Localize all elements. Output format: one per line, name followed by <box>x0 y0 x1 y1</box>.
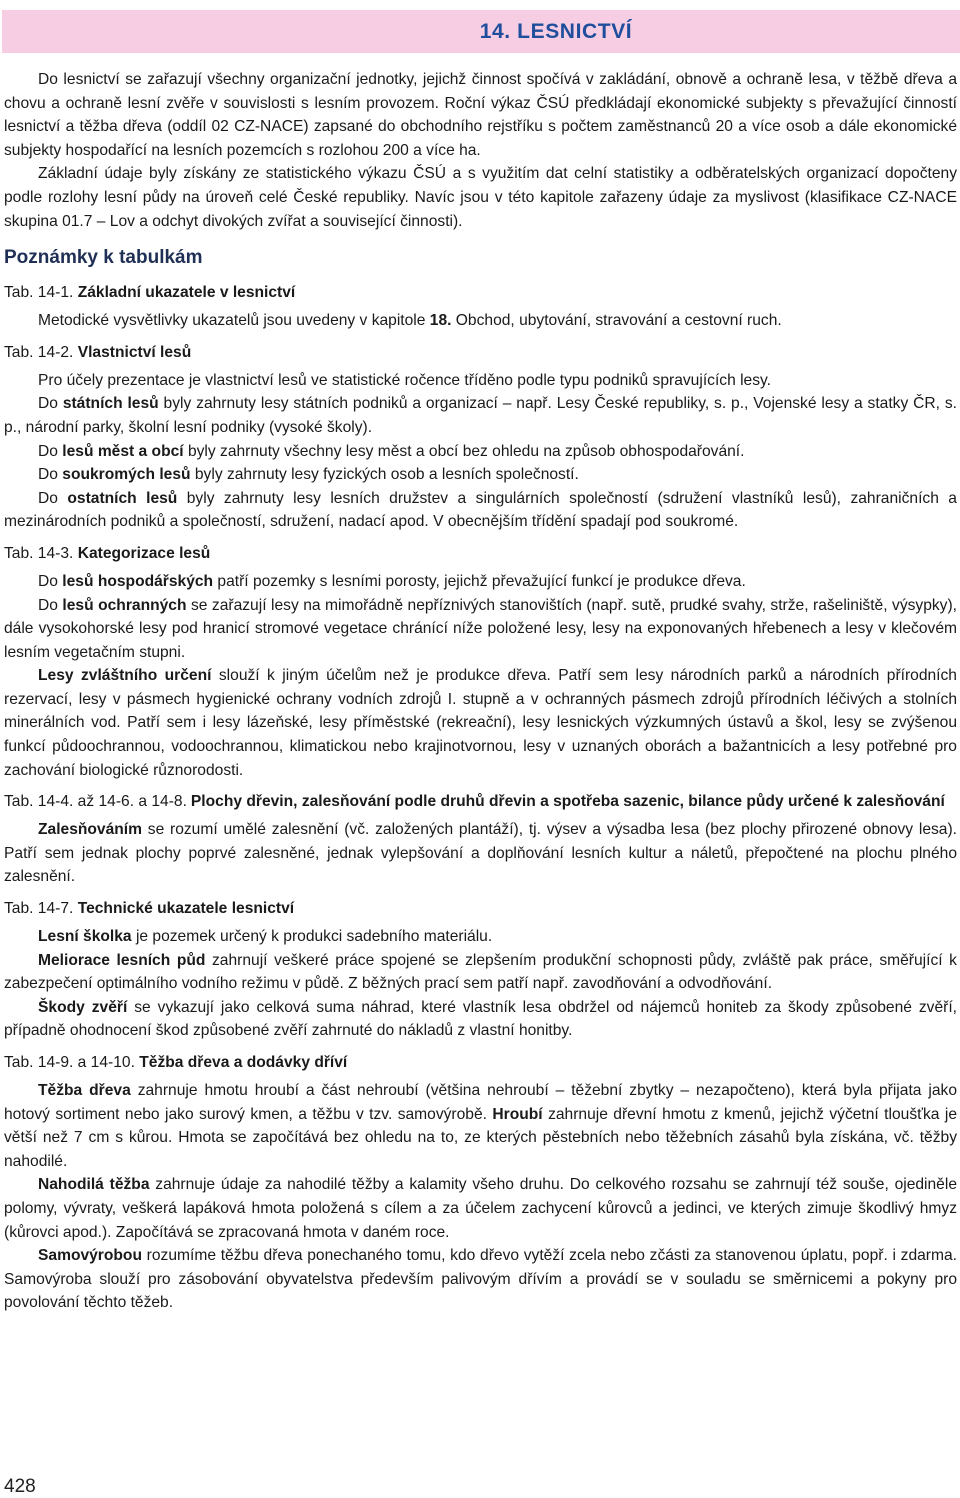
table-note-heading <box>4 341 957 365</box>
table-title: Technické ukazatele lesnictví <box>77 900 295 918</box>
note-paragraph: Pro účely prezentace je vlastnictví lesů ve statistické ročence tříděno podle typu podniků spravujících lesy. <box>38 371 771 389</box>
table-label: Tab. 14-4. až 14-6. a 14-8. <box>4 793 187 811</box>
table-label: Tab. 14-2. <box>4 343 74 361</box>
page-number: 428 <box>4 1476 36 1497</box>
table-title: Základní ukazatele v lesnictví <box>77 284 296 302</box>
note-paragraph: Do lesů ochranných se zařazují lesy na mimořádně nepříznivých stanovištích (např. sutě, prudké svahy, strže, rašeliniště, výsypky), dále vysokohorské lesy pod hranicí stromové vegetace chránící níže položené lesy, lesy na exponovaných hřebenech a lesy v klečovém lesním vegetačním stupni. <box>4 596 957 661</box>
note-paragraph: Do lesů hospodářských patří pozemky s lesními porosty, jejichž převažující funkcí je produkce dřeva. <box>38 572 746 590</box>
page-content <box>4 68 957 1315</box>
note-paragraph: Samovýrobou rozumíme těžbu dřeva ponechaného tomu, kdo dřevo vytěží zcela nebo zčásti za stanovenou úplatu, popř. i zdarma. Samovýroba slouží pro zásobování obyvatelstva především palivovým dřívím a provádí se v souladu se směrnicemi a pokyny pro povolování těchto těžeb. <box>4 1247 957 1312</box>
note-paragraph: Nahodilá těžba zahrnuje údaje za nahodilé těžby a kalamity všeho druhu. Do celkového rozsahu se zahrnují též souše, ojediněle polomy, vývraty, veškerá lapáková hmota položená s cílem a za účelem zachycení kůrovců a jedinci, ve kterých zimuje škodlivý hmyz (kůrovci apod.). Započítává se zpracovaná hmota v daném roce. <box>4 1176 957 1241</box>
table-note-heading <box>4 897 957 921</box>
note-paragraph: Lesy zvláštního určení slouží k jiným účelům než je produkce dřeva. Patří sem lesy národních parků a národních přírodních rezervací, lesy v pásmech hygienické ochrany vodních zdrojů I. stupně a v ochranných pásmech zdrojů přírodních léčivých a stolních minerálních vod. Patří sem i lesy lázeňské, lesy příměstské (rekreační), lesy lesnických výzkumných ústavů a škol, lesy se zvýšenou funkcí půdoochrannou, vodoochrannou, klimatickou nebo krajinotvornou, lesy v uznaných oborách a bažantnicích a lesy potřebné pro zachování biologické různorodosti. <box>4 667 957 779</box>
note-paragraph: Meliorace lesních půd zahrnují veškeré práce spojené se zlepšením produkční schopnosti půdy, zvláště pak práce, směřující k zabezpečení optimálního vodního režimu v půdě. Z běžných prací sem patří např. zavodňování a odvodňování. <box>4 951 957 993</box>
table-note-heading <box>4 790 957 814</box>
note-paragraph: Metodické vysvětlivky ukazatelů jsou uvedeny v kapitole 18. Obchod, ubytování, stravování a cestovní ruch. <box>38 312 782 330</box>
note-paragraph: Těžba dřeva zahrnuje hmotu hroubí a část nehroubí (většina nehroubí – těžební zbytky – nezapočteno), která byla přijata jako hotový sortiment nebo jako surový kmen, a těžbu v tzv. samovýrobě. Hroubí zahrnuje dřevní hmotu z kmenů, jejichž výčetní tloušťka je větší než 7 cm s kůrou. Hmota se započítává bez ohledu na to, ze kterých pěstebních nebo těžebních zásahů byla získána, vč. těžby nahodilé. <box>4 1082 957 1170</box>
note-paragraph: Do státních lesů byly zahrnuty lesy státních podniků a organizací – např. Lesy České republiky, s. p., Vojenské lesy a statky ČR, s. p., národní parky, školní lesní podniky (vysoké školy). <box>4 395 957 436</box>
chapter-banner <box>2 10 960 53</box>
intro-paragraph: Do lesnictví se zařazují všechny organizační jednotky, jejichž činnost spočívá v zakládání, obnově a ochraně lesa, v těžbě dřeva a chovu a ochraně lesní zvěře v souvislosti s lesním provozem. Roční výkaz ČSÚ předkládají ekonomické subjekty s převažující činností lesnictví a těžba dřeva (oddíl 02 CZ-NACE) zapsané do obchodního rejstříku s počtem zaměstnanců 20 a více osob a dále ekonomické subjekty hospodařící na lesních pozemcích s rozlohou 200 a více ha. <box>4 71 957 159</box>
table-title: Plochy dřevin, zalesňování podle druhů dřevin a spotřeba sazenic, bilance půdy určené k zalesňování <box>190 793 945 811</box>
intro-paragraph: Základní údaje byly získány ze statistického výkazu ČSÚ a s využitím dat celní statistiky a odběratelských organizací dopočteny podle rozlohy lesní půdy na úroveň celé České republiky. Navíc jsou v této kapitole zařazeny údaje za myslivost (klasifikace CZ-NACE skupina 01.7 – Lov a odchyt divokých zvířat a související činnosti). <box>4 165 957 230</box>
note-paragraph: Lesní školka je pozemek určený k produkci sadebního materiálu. <box>38 928 493 946</box>
chapter-title: 14. LESNICTVÍ <box>479 19 633 43</box>
note-paragraph: Zalesňováním se rozumí umělé zalesnění (vč. založených plantáží), tj. výsev a výsadba lesa (bez plochy přirozené obnovy lesa). Patří sem jednak plochy poprvé zalesněné, jednak vylepšování a doplňování lesních kultur a náletů, přepočtené na plochu plného zalesnění. <box>4 821 957 886</box>
note-paragraph: Do ostatních lesů byly zahrnuty lesy lesních družstev a singulárních společností (sdružení vlastníků lesů), zahraničních a mezinárodních podniků a společností, sdružení, nadací apod. V obecnějším třídění spadají pod soukromé. <box>4 489 957 531</box>
notes-heading: Poznámky k tabulkám <box>4 247 203 269</box>
table-title: Těžba dřeva a dodávky dříví <box>139 1054 348 1071</box>
table-note-heading <box>4 1051 957 1075</box>
table-label: Tab. 14-1. <box>4 284 74 302</box>
table-label: Tab. 14-3. <box>4 544 74 562</box>
table-note-heading <box>4 542 957 566</box>
table-label: Tab. 14-9. a 14-10. <box>4 1054 135 1071</box>
table-label: Tab. 14-7. <box>4 900 74 918</box>
note-paragraph: Do soukromých lesů byly zahrnuty lesy fyzických osob a lesních společností. <box>38 466 579 484</box>
note-paragraph: Škody zvěří se vykazují jako celková suma náhrad, které vlastník lesa obdržel od nájemců honiteb za škody způsobené zvěří, případně ohodnocení škod způsobené zvěří zahrnuté do nákladů z vlastní honitby. <box>4 998 958 1040</box>
note-paragraph: Do lesů měst a obcí byly zahrnuty všechny lesy měst a obcí bez ohledu na způsob obhospodařování. <box>38 442 745 460</box>
table-title: Kategorizace lesů <box>77 544 211 562</box>
table-note-heading <box>4 281 957 305</box>
table-title: Vlastnictví lesů <box>77 343 192 361</box>
